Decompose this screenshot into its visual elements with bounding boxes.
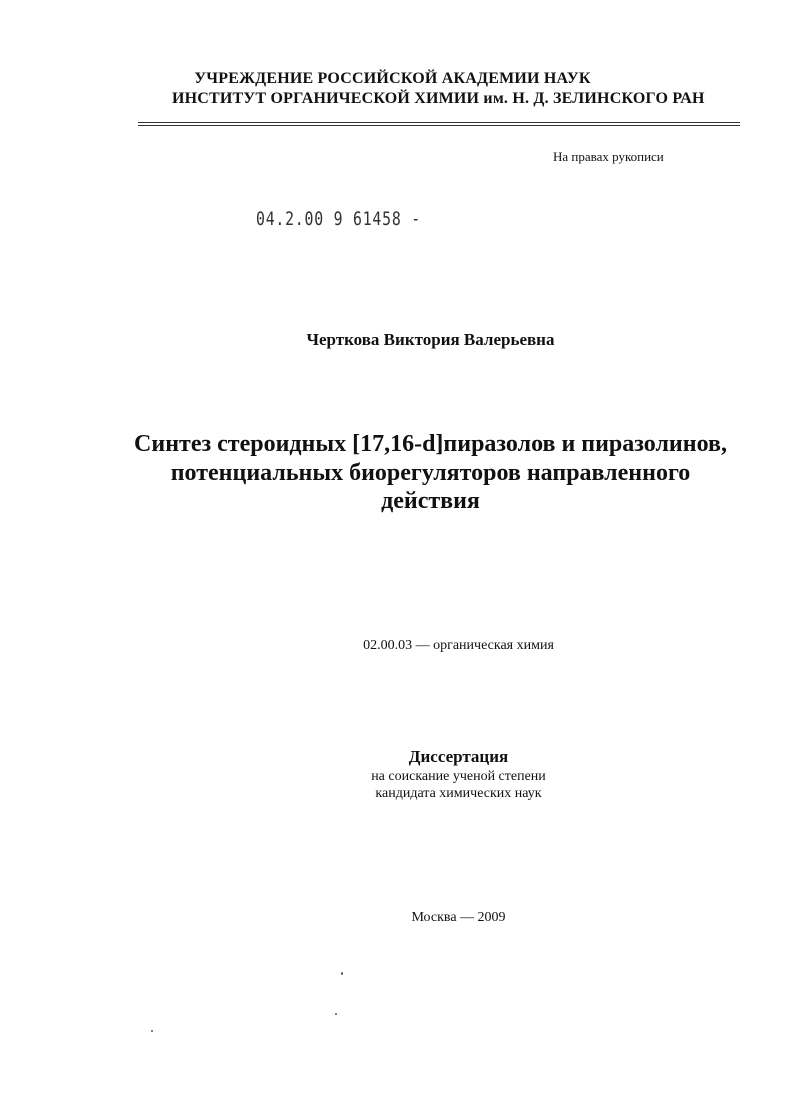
scan-speck [151, 1030, 153, 1032]
rights-note: На правах рукописи [553, 149, 664, 164]
dissertation-title-line-2: потенциальных биорегуляторов направленного [170, 460, 691, 486]
organization-line-2: ИНСТИТУТ ОРГАНИЧЕСКОЙ ХИМИИ им. Н. Д. ЗЕЛИНСКОГО РАН [172, 90, 705, 107]
dissertation-purpose-line-2: кандидата химических наук [375, 786, 542, 801]
dissertation-title-line-3: действия [381, 488, 480, 514]
specialty-code: 02.00.03 — органическая химия [363, 638, 554, 653]
dissertation-heading: Диссертация [408, 747, 509, 766]
header-divider-bottom [138, 125, 740, 126]
place-and-year: Москва — 2009 [411, 910, 506, 925]
dissertation-purpose-line-1: на соискание ученой степени [371, 769, 546, 784]
header-divider-top [138, 122, 740, 123]
author-name: Черткова Виктория Валерьевна [306, 330, 555, 349]
dissertation-title-line-1: Синтез стероидных [17,16-d]пиразолов и пиразолинов, [134, 431, 727, 457]
scan-speck [335, 1013, 337, 1015]
organization-line-1: УЧРЕЖДЕНИЕ РОССИЙСКОЙ АКАДЕМИИ НАУК [194, 70, 591, 87]
scan-speck [341, 972, 343, 975]
catalog-stamp: 04.2.00 9 61458 - [256, 208, 421, 230]
